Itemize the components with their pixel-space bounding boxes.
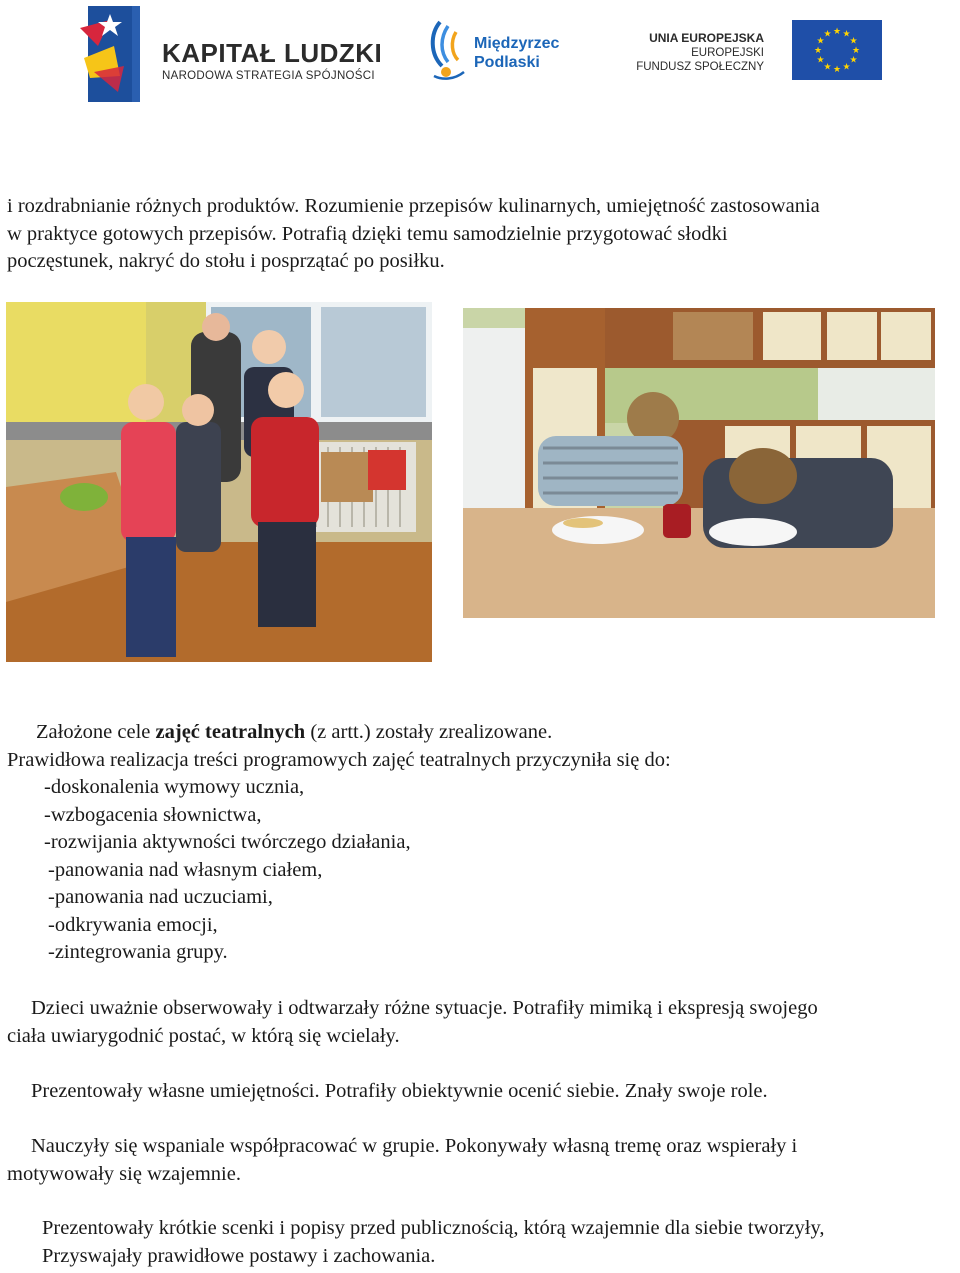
theatre-goals-prefix: Założone cele <box>36 721 156 743</box>
photo-children-baking <box>6 302 432 662</box>
paragraph-cooperation <box>7 1133 797 1188</box>
theatre-goals-line <box>36 719 552 747</box>
paragraph-observation <box>7 995 818 1050</box>
ue-line2: EUROPEJSKI <box>691 47 764 59</box>
paragraph-skills <box>7 1078 768 1106</box>
paragraph-line: Przyswajały prawidłowe postawy i zachowania. <box>42 1244 436 1267</box>
theatre-goals-suffix: (z artt.) zostały zrealizowane. <box>305 721 553 743</box>
list-item: -odkrywania emocji, <box>48 913 218 936</box>
paragraph-line: ciała uwiarygodnić postać, w którą się wcielały. <box>7 1024 400 1047</box>
eu-star-icon: ★ <box>816 54 825 65</box>
list-item: -zintegrowania grupy. <box>48 941 228 963</box>
paragraph-line: Prezentowały własne umiejętności. Potrafiły obiektywnie ocenić siebie. Znały swoje role. <box>31 1080 768 1102</box>
eu-star-icon: ★ <box>851 45 861 55</box>
paragraph-line: motywowały się wzajemnie. <box>7 1162 241 1185</box>
intro-line: i rozdrabnianie różnych produktów. Rozumienie przepisów kulinarnych, umiejętność zastosowania <box>7 195 820 217</box>
list-item: -rozwijania aktywności twórczego działania, <box>44 831 411 853</box>
eu-star-icon: ★ <box>832 26 842 36</box>
ue-line1: UNIA EUROPEJSKA <box>649 31 764 45</box>
photo-children-eating-contest <box>463 308 935 618</box>
miedzyrzec-emblem-icon <box>426 18 470 80</box>
eu-star-icon: ★ <box>832 64 842 74</box>
miedzyrzec-podlaski-logo <box>426 18 576 82</box>
kapital-ludzki-logo <box>80 6 383 102</box>
list-item: -wzbogacenia słownictwa, <box>44 803 262 826</box>
miedzyrzec-line1: Międzyrzec <box>474 35 560 52</box>
eu-star-icon: ★ <box>813 45 823 55</box>
eu-star-icon: ★ <box>823 28 832 39</box>
intro-paragraph <box>7 193 820 276</box>
paragraph-line: Nauczyły się wspaniale współpracować w grupie. Pokonywały własną tremę oraz wspierały i <box>31 1135 798 1157</box>
kapital-ludzki-subtitle: NARODOWA STRATEGIA SPÓJNOŚCI <box>162 70 375 82</box>
kapital-ludzki-flag-icon <box>80 6 140 102</box>
list-item: -panowania nad własnym ciałem, <box>48 858 323 881</box>
ue-line3: FUNDUSZ SPOŁECZNY <box>636 61 764 73</box>
outcome-list <box>0 774 411 967</box>
eu-star-icon: ★ <box>816 35 825 46</box>
realization-line: Prawidłowa realizacja treści programowych zajęć teatralnych przyczyniła się do: <box>7 749 671 771</box>
eu-star-icon: ★ <box>823 61 832 72</box>
kapital-ludzki-title: KAPITAŁ LUDZKI <box>162 38 383 68</box>
intro-line: poczęstunek, nakryć do stołu i posprzątać po posiłku. <box>7 250 445 272</box>
intro-line: w praktyce gotowych przepisów. Potrafią dzięki temu samodzielnie przygotować słodki <box>7 222 728 245</box>
paragraph-line: Dzieci uważnie obserwowały i odtwarzały różne sytuacje. Potrafiły mimiką i ekspresją swojego <box>31 997 818 1019</box>
paragraph-line: Prezentowały krótkie scenki i popisy przed publicznością, którą wzajemnie dla siebie tworzyły, <box>42 1217 825 1239</box>
miedzyrzec-line2: Podlaski <box>474 54 540 71</box>
theatre-goals-bold: zajęć teatralnych <box>155 721 306 743</box>
eu-star-icon: ★ <box>849 35 858 46</box>
eu-star-icon: ★ <box>842 61 851 72</box>
eu-flag-icon <box>792 20 882 80</box>
eu-star-icon: ★ <box>842 28 851 39</box>
list-item: -doskonalenia wymowy ucznia, <box>44 776 305 798</box>
paragraph-presentations <box>42 1215 825 1270</box>
ue-efs-logo <box>636 18 882 82</box>
eu-star-icon: ★ <box>849 54 858 65</box>
list-item: -panowania nad uczuciami, <box>48 886 273 908</box>
